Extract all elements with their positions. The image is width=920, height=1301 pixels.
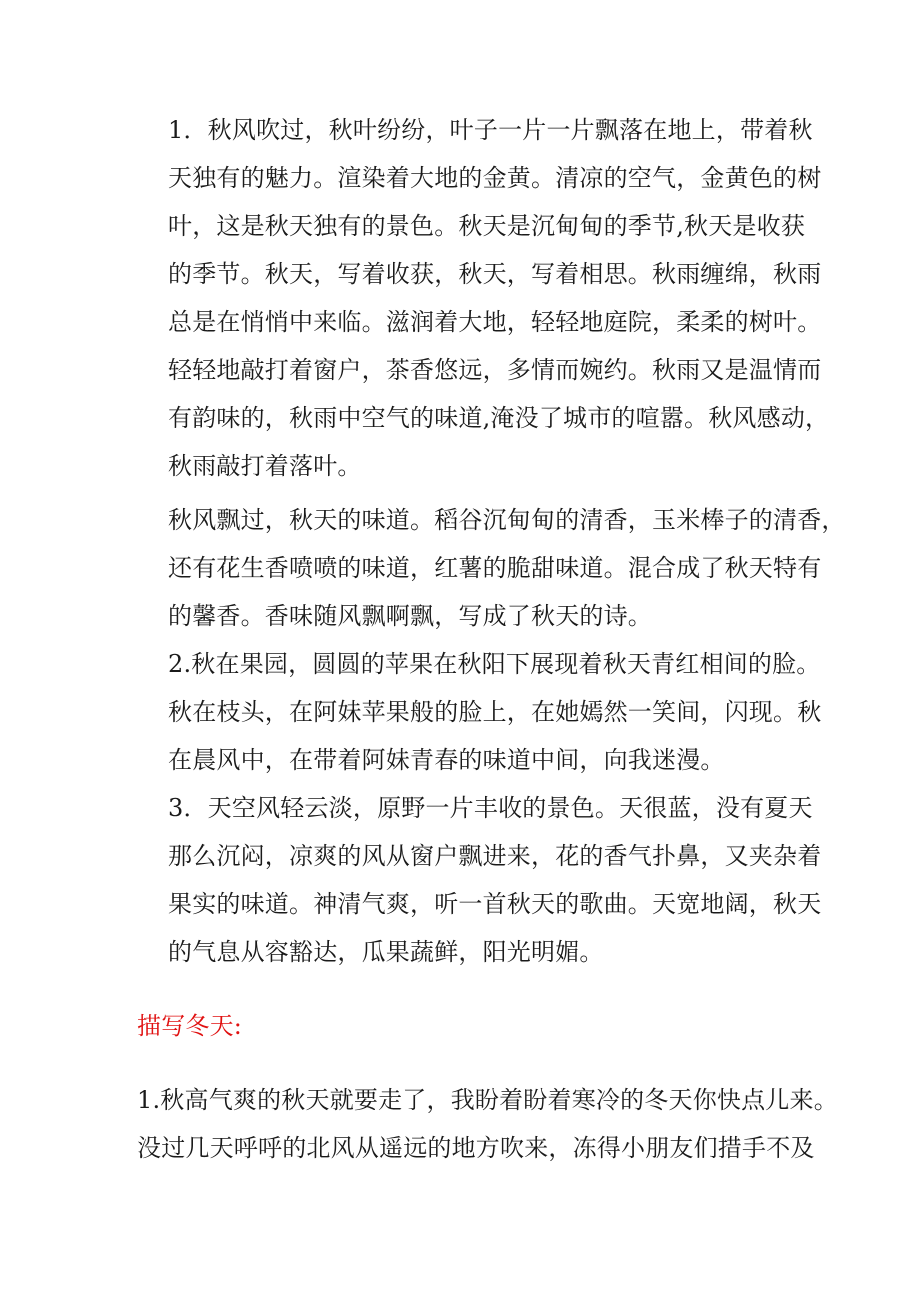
winter-item1-line2: 没过几天呼呼的北风从遥远的地方吹来，冻得小朋友们措手不及 xyxy=(137,1134,815,1162)
winter-heading: 描写冬天: xyxy=(137,1012,243,1040)
autumn-item2-line3: 在晨风中，在带着阿妹青春的味道中间，向我迷漫。 xyxy=(168,746,725,774)
autumn-item1b-line3: 的馨香。香味随风飘啊飘，写成了秋天的诗。 xyxy=(168,602,652,630)
autumn-item2-line2: 秋在枝头，在阿妹苹果般的脸上，在她嫣然一笑间，闪现。秋 xyxy=(168,698,822,726)
autumn-item1-line3: 叶，这是秋天独有的景色。秋天是沉甸甸的季节,秋天是收获 xyxy=(168,212,806,240)
autumn-item3-line4: 的气息从容豁达，瓜果蔬鲜，阳光明媚。 xyxy=(168,938,604,966)
autumn-item3-line3: 果实的味道。神清气爽，听一首秋天的歌曲。天宽地阔，秋天 xyxy=(168,890,822,918)
autumn-item1-line8: 秋雨敲打着落叶。 xyxy=(168,452,362,480)
autumn-item3-line2: 那么沉闷，凉爽的风从窗户飘进来，花的香气扑鼻，又夹杂着 xyxy=(168,842,822,870)
autumn-item1-line2: 天独有的魅力。渲染着大地的金黄。清凉的空气，金黄色的树 xyxy=(168,164,822,192)
autumn-item1-line4: 的季节。秋天，写着收获，秋天，写着相思。秋雨缠绵，秋雨 xyxy=(168,260,822,288)
autumn-item2-line1: 2.秋在果园，圆圆的苹果在秋阳下展现着秋天青红相间的脸。 xyxy=(168,650,821,678)
autumn-item3-line1: 3．天空风轻云淡，原野一片丰收的景色。天很蓝，没有夏天 xyxy=(168,794,813,822)
autumn-item1-line7: 有韵味的，秋雨中空气的味道,淹没了城市的喧嚣。秋风感动， xyxy=(168,404,830,432)
autumn-item1b-line1: 秋风飘过，秋天的味道。稻谷沉甸甸的清香，玉米棒子的清香， xyxy=(168,506,846,534)
winter-item1-line1: 1.秋高气爽的秋天就要走了，我盼着盼着寒冷的冬天你快点儿来。 xyxy=(137,1086,838,1114)
autumn-item1-line6: 轻轻地敲打着窗户，茶香悠远，多情而婉约。秋雨又是温情而 xyxy=(168,356,822,384)
autumn-item1-line5: 总是在悄悄中来临。滋润着大地，轻轻地庭院，柔柔的树叶。 xyxy=(168,308,822,336)
autumn-item1b-line2: 还有花生香喷喷的味道，红薯的脆甜味道。混合成了秋天特有 xyxy=(168,554,822,582)
autumn-item1-line1: 1．秋风吹过，秋叶纷纷，叶子一片一片飘落在地上，带着秋 xyxy=(168,116,813,144)
